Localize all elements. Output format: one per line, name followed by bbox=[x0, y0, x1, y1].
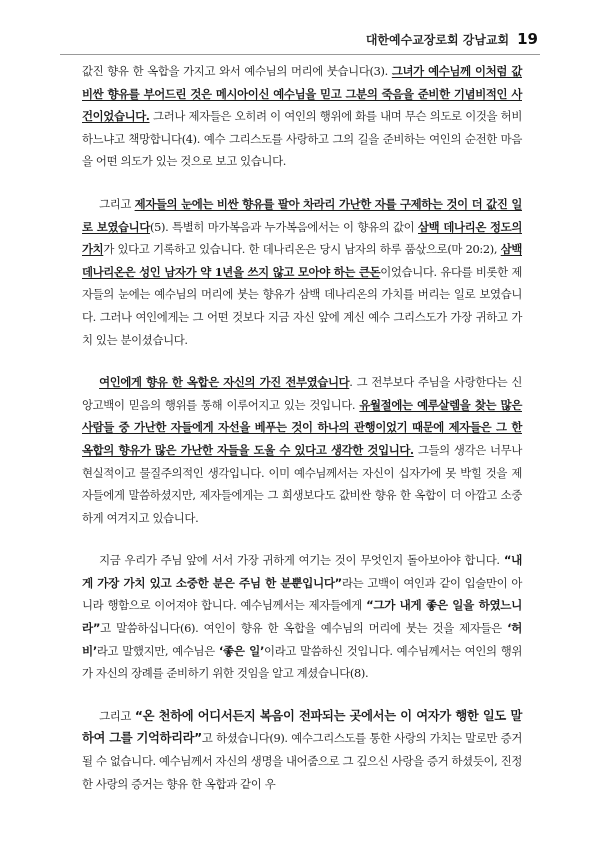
paragraph-3 bbox=[82, 371, 522, 529]
emphasized-text: ‘허비’ bbox=[82, 621, 522, 658]
emphasized-text: “온 천하에 어디서든지 복음이 전파되는 곳에서는 이 여자가 행한 일도 말하여 그를 기억하리라” bbox=[82, 708, 522, 746]
emphasized-text: “그가 내게 좋은 일을 하였느니라” bbox=[82, 598, 523, 636]
body-text: 이었습니다. 유다를 비롯한 제자들의 눈에는 예수님의 머리에 붓는 향유가 삼백 데나리온의 가치를 버리는 일로 보였습니다. 그러나 여인에게는 그 어떤 것보다 지금 자신 앞에 계신 예수 그리스도가 가장 귀하고 가치 있는 분이셨습니다. bbox=[82, 264, 522, 347]
body-text: (5). 특별히 마가복음과 누가복음에서는 이 향유의 값이 bbox=[149, 219, 418, 234]
body-text: 고 하셨습니다(9). 예수그리스도를 통한 사랑의 가치는 말로만 증거될 수 없습니다. 예수님께서 자신의 생명을 내어줌으로 그 깊으신 사랑을 증거 하셨듯이, 진정한 사랑의 증거는 향유 한 옥합과 같이 우 bbox=[82, 731, 522, 791]
body-text: 라는 고백이 여인과 같이 입술만이 아니라 행함으로 이어져야 합니다. 예수님께서는 제자들에게 bbox=[82, 575, 522, 613]
body-text: 값진 향유 한 옥합을 가지고 와서 예수님의 머리에 붓습니다(3). bbox=[82, 64, 392, 78]
emphasized-text: 유월절에는 예루살렘을 찾는 많은 사람들 중 가난한 자들에게 자선을 베푸는 것이 하나의 관행이었기 때문에 제자들은 그 한 옥합의 향유가 많은 가난한 자들을 도울 수 있다고 생각한 것입니다. bbox=[82, 397, 522, 457]
page-number: 19 bbox=[517, 30, 538, 48]
paragraph-1 bbox=[82, 60, 522, 173]
emphasized-text: 삼백 데나리온은 성인 남자가 약 1년을 쓰지 않고 모아야 하는 큰돈 bbox=[82, 242, 522, 279]
paragraph-4 bbox=[82, 549, 522, 685]
body-text: 그러나 제자들은 오히려 이 여인의 행위에 화를 내며 무슨 의도로 이것을 허비하느냐고 책망합니다(4). 예수 그리스도를 사랑하고 그의 길을 준비하는 여인의 순전한 마음을 어떤 의도가 있는 것으로 보고 있습니다. bbox=[82, 109, 522, 169]
article-body bbox=[82, 60, 522, 815]
body-text: 지금 우리가 주님 앞에 서서 가장 귀하게 여기는 것이 무엇인지 돌아보아야 합니다. bbox=[99, 553, 504, 568]
emphasized-text: 삼백 데나리온 정도의 가치 bbox=[82, 219, 522, 257]
emphasized-text: “내게 가장 가치 있고 소중한 분은 주님 한 분뿐입니다” bbox=[82, 553, 522, 590]
body-text: 라고 말했지만, 예수님은 bbox=[96, 643, 219, 658]
body-text: 그리고 bbox=[99, 708, 135, 723]
body-text: 그리고 bbox=[99, 196, 135, 211]
body-text: . 그 전부보다 주님을 사랑한다는 신앙고백이 믿음의 행위를 통해 이루어지고 있는 것입니다. bbox=[82, 375, 522, 412]
body-text: 이라고 말씀하신 것입니다. 예수님께서는 여인의 행위가 자신의 장례를 준비하기 위한 것임을 알고 계셨습니다(8). bbox=[82, 643, 522, 681]
paragraph-2 bbox=[82, 193, 522, 351]
header-divider bbox=[60, 54, 540, 55]
emphasized-text: 여인에게 향유 한 옥합은 자신의 가진 전부였습니다 bbox=[99, 375, 350, 390]
body-text: 가 있다고 기록하고 있습니다. 한 데나리온은 당시 남자의 하루 품삯으로(마 20:2), bbox=[103, 242, 501, 257]
body-text: 그들의 생각은 너무나 현실적이고 물질주의적인 생각입니다. 이미 예수님께서는 자신이 십자가에 못 박힐 것을 제자들에게 말씀하셨지만, 제자들에게는 그 희생보다도 값비싼 향유 한 옥합이 더 아깝고 소중하게 여겨지고 있습니다. bbox=[82, 442, 522, 525]
emphasized-text: 그녀가 예수님께 이처럼 값비싼 향유를 부어드린 것은 메시아이신 예수님을 믿고 그분의 죽음을 준비한 기념비적인 사건이었습니다. bbox=[82, 64, 522, 124]
emphasized-text: ‘좋은 일’ bbox=[218, 643, 265, 658]
page-header bbox=[366, 30, 538, 48]
body-text: 고 말씀하십니다(6). 여인이 향유 한 옥합을 예수님의 머리에 붓는 것을 제자들은 bbox=[100, 621, 508, 636]
emphasized-text: 제자들의 눈에는 비싼 향유를 팔아 차라리 가난한 자를 구제하는 것이 더 값진 일로 보였습니다 bbox=[82, 196, 523, 234]
paragraph-5 bbox=[82, 705, 522, 795]
church-name: 대한예수교장로회 강남교회 bbox=[365, 33, 510, 47]
